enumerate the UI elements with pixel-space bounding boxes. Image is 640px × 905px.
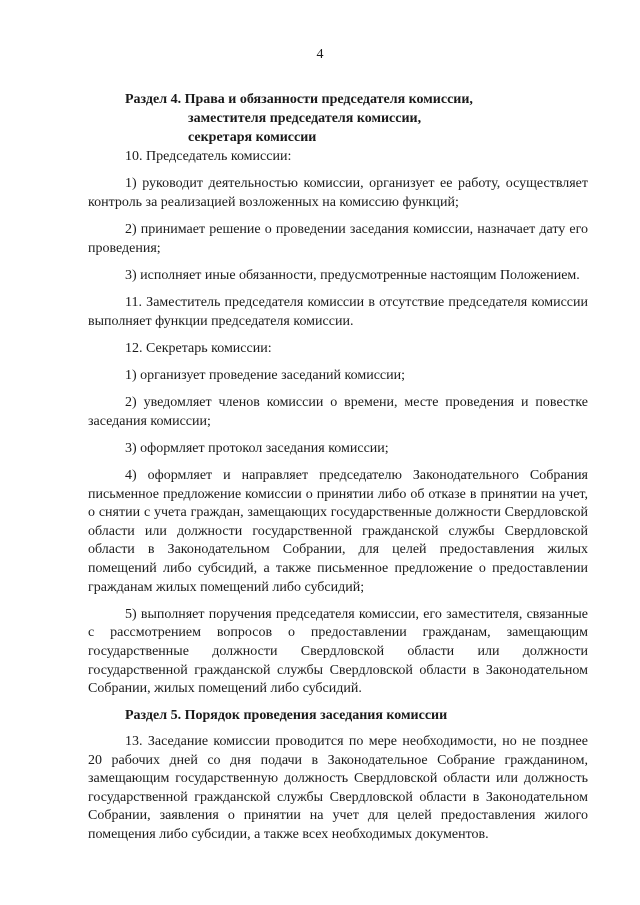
paragraph-12: 12. Секретарь комиссии:	[125, 340, 272, 356]
paragraph-12-1: 1) организует проведение заседаний комиссии;	[125, 367, 406, 383]
paragraph-12-3: 3) оформляет протокол заседания комиссии;	[125, 440, 389, 456]
paragraph-10-1: 1) руководит деятельностью комиссии, организует ее работу, осуществляет контроль за реализацией возложенных на комиссию функций;	[88, 176, 588, 210]
page-number: 4	[316, 47, 324, 62]
section-4-heading-line-2: заместителя председателя комиссии,	[188, 111, 422, 126]
paragraph-12-4: 4) оформляет и направляет председателю Законодательного Собрания письменное предложение комиссии о принятии либо об отказе в принятии на учет, о снятии с учета граждан, замещающих государственные должности Свердловской области или должности государственной гражданской службы Свердловской области в Законодательном Собрании, для целей предоставления жилых помещений либо субсидий, а также письменное предложение о предоставлении гражданам жилых помещений либо субсидий;	[88, 468, 588, 595]
section-4-heading-line-1: Раздел 4. Права и обязанности председателя комиссии,	[125, 92, 473, 107]
paragraph-10-2: 2) принимает решение о проведении заседания комиссии, назначает дату его проведения;	[88, 221, 588, 256]
section-4-heading	[125, 90, 570, 147]
paragraph-11: 11. Заместитель председателя комиссии в отсутствие председателя комиссии выполняет функции председателя комиссии.	[88, 294, 588, 329]
paragraph-10-3: 3) исполняет иные обязанности, предусмотренные настоящим Положением.	[125, 267, 580, 283]
paragraph-12-5: 5) выполняет поручения председателя комиссии, его заместителя, связанные с рассмотрением вопросов о предоставлении гражданам, замещающим государственные должности Свердловской области или должности государственной гражданской службы Свердловской области в Законодательном Собрании, жилых помещений либо субсидий.	[88, 606, 588, 697]
paragraph-12-2: 2) уведомляет членов комиссии о времени, месте проведения и повестке заседания комиссии;	[88, 395, 588, 429]
paragraph-10: 10. Председатель комиссии:	[125, 149, 292, 164]
paragraph-13: 13. Заседание комиссии проводится по мере необходимости, но не позднее 20 рабочих дней со дня подачи в Законодательное Собрание гражданином, замещающим государственную должность Свердловской области или должность государственной гражданской службы Свердловской области в Законодательном Собрании, заявления о принятии на учет для целей предоставления жилого помещения либо субсидии, а также всех необходимых документов.	[88, 733, 588, 842]
document-body	[88, 148, 588, 853]
section-4-heading-line-3: секретаря комиссии	[188, 130, 317, 145]
section-5-heading: Раздел 5. Порядок проведения заседания комиссии	[125, 708, 448, 724]
